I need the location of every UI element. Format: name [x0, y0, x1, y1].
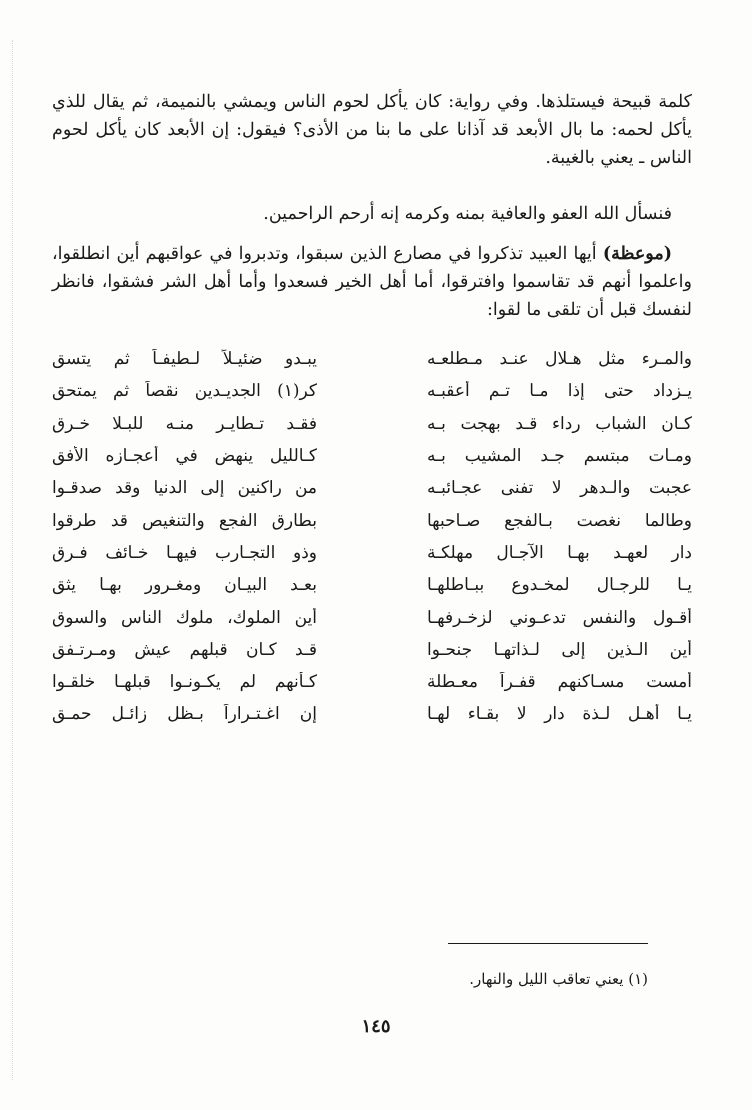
verse-first-hemistich: يـا للرجـال لمخـدوع ببـاطلهـا	[427, 575, 692, 596]
verse-first-hemistich: دار لعهـد بهـا الآجـال مهلكـة	[427, 542, 692, 563]
poem-verse	[52, 601, 692, 633]
verse-first-hemistich: والمـرء مثل هـلال عنـد مـطلعـه	[427, 349, 692, 370]
footnote: (١) يعني تعاقب الليل والنهار.	[469, 970, 648, 988]
footnote-separator	[448, 943, 648, 944]
verse-second-hemistich: بعـد البيـان ومغـرور بهـا يثق	[52, 575, 317, 596]
verse-second-hemistich: فقـد تـطايـر منـه للبـلا خـرق	[52, 413, 317, 434]
poem-verse	[52, 698, 692, 730]
poem-verse	[52, 472, 692, 504]
verse-second-hemistich: أين الملوك، ملوك الناس والسوق	[52, 607, 317, 628]
verse-first-hemistich: يـزداد حتى إذا مـا تـم أعقبـه	[427, 381, 692, 402]
paragraph-admonition	[52, 240, 692, 324]
verse-second-hemistich: كر(١) الجديـدين نقصاً ثم يمتحق	[52, 381, 317, 402]
poem-verse	[52, 440, 692, 472]
verse-first-hemistich: أين الـذين إلى لـذاتهـا جنحـوا	[427, 639, 692, 660]
poem-verse	[52, 537, 692, 569]
admonition-label: (موعظة)	[602, 244, 672, 264]
poem-verse	[52, 569, 692, 601]
verse-second-hemistich: كـأنهم لم يكـونـوا قبلهـا خلقـوا	[52, 672, 317, 693]
verse-second-hemistich: بطارق الفجع والتنغيص قد طرقوا	[52, 510, 317, 531]
verse-first-hemistich: عجبت والـدهر لا تفنى عجـائبـه	[427, 478, 692, 499]
verse-second-hemistich: وذو التجـارب فيهـا خـائف فـرق	[52, 542, 317, 563]
poem-verse	[52, 375, 692, 407]
poem-verse	[52, 504, 692, 536]
scan-edge	[12, 40, 15, 1080]
verse-first-hemistich: أمست مسـاكنهم قفـراً معـطلة	[427, 672, 692, 693]
page-number: ١٤٥	[361, 1016, 391, 1037]
poem-verse	[52, 634, 692, 666]
verse-second-hemistich: إن اغـتـراراً بـظل زائـل حمـق	[52, 704, 317, 725]
paragraph-supplication: فنسأل الله العفو والعافية بمنه وكرمه إنه أرحم الراحمين.	[263, 204, 672, 224]
verse-first-hemistich: كـان الشباب رداء قـد بهجت بـه	[427, 413, 692, 434]
poem-verse	[52, 666, 692, 698]
paragraph-continuation: كلمة قبيحة فيستلذها. وفي رواية: كان يأكل لحوم الناس ويمشي بالنميمة، ثم يقال للذي يأكل لحمه: ما بال الأبعد قد آذانا على ما بنا من الأذى؟ فيقول: إن الأبعد كان يأكل لحوم الناس ـ يعني بالغيبة.	[52, 92, 692, 168]
admonition-text: أيها العبيد تذكروا في مصارع الذين سبقوا، وتدبروا في عواقبهم أين انطلقوا، واعلموا أنهم قد تقاسموا وافترقوا، أما أهل الخير فسعدوا وأما أهل الشر فشقوا، فانظر لنفسك قبل أن تلقى ما لقوا:	[52, 244, 692, 320]
verse-second-hemistich: كـالليل ينهض في أعجـازه الأفق	[52, 446, 317, 467]
verse-second-hemistich: من راكنين إلى الدنيا وقد صدقـوا	[52, 478, 317, 499]
verse-first-hemistich: وطالما نغصت بـالفجع صـاحبها	[427, 510, 692, 531]
poem	[52, 343, 692, 731]
verse-first-hemistich: أقـول والنفس تدعـوني لزخـرفهـا	[427, 607, 692, 628]
verse-second-hemistich: قـد كـان قبلهم عيش ومـرتـفق	[52, 639, 317, 660]
verse-first-hemistich: يـا أهـل لـذة دار لا بقـاء لهـا	[427, 704, 692, 725]
verse-second-hemistich: يبـدو ضئيـلاً لـطيفـاً ثم يتسق	[52, 349, 317, 370]
poem-verse	[52, 343, 692, 375]
poem-verse	[52, 408, 692, 440]
verse-first-hemistich: ومـات مبتسم جـد المشيب بـه	[427, 446, 692, 467]
